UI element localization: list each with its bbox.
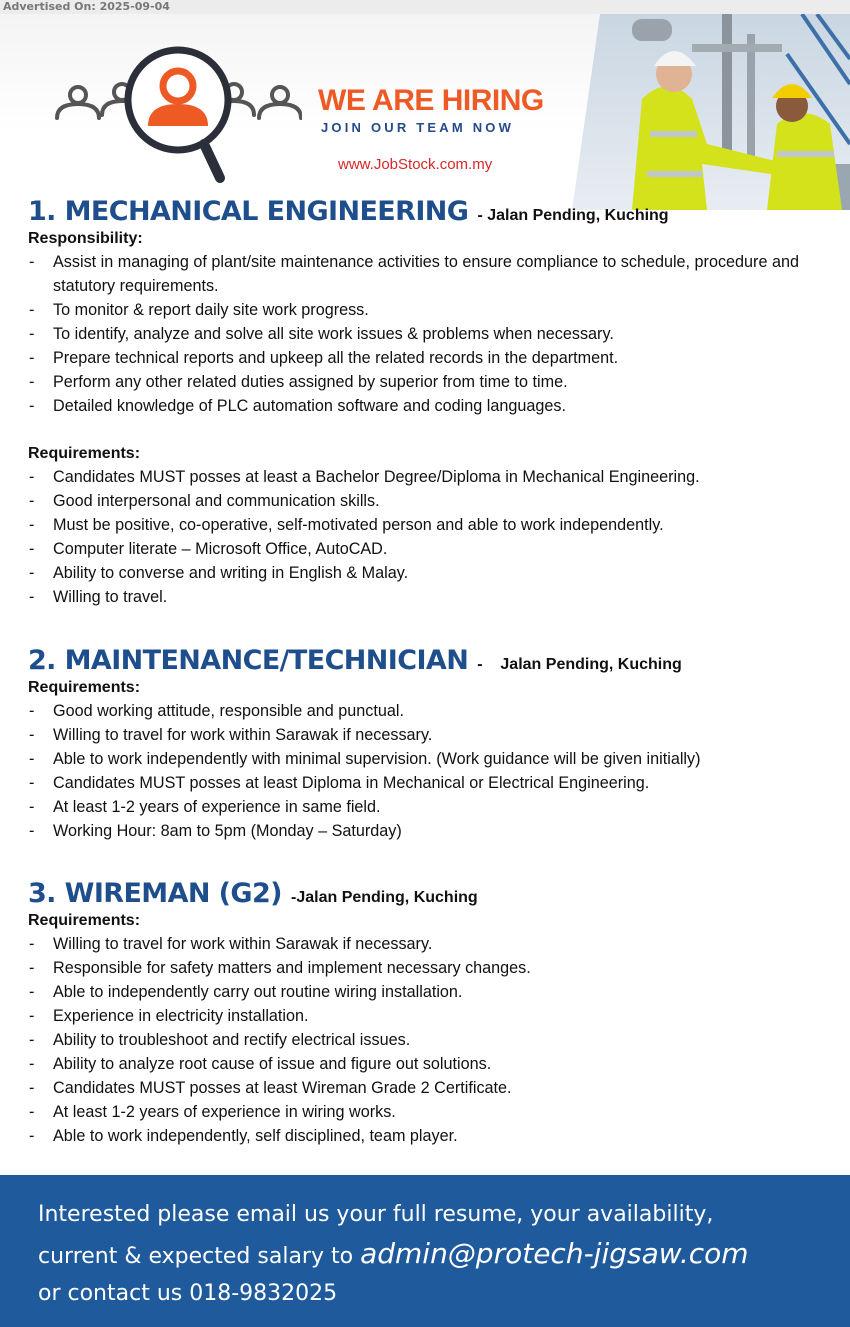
advertised-bar (0, 0, 850, 14)
footer-line-1: Interested please email us your full resume, your availability, (38, 1202, 714, 1227)
job-mechanical-engineering (28, 196, 828, 609)
job-title: 2. MAINTENANCE/TECHNICIAN (28, 645, 469, 676)
job-maintenance-technician (28, 645, 828, 843)
list-item: - Able to independently carry out routine wiring installation. (28, 980, 828, 1004)
requirements-list (28, 932, 828, 1148)
list-item: - Prepare technical reports and upkeep all the related records in the department. (28, 346, 828, 370)
list-item: - Experience in electricity installation. (28, 1004, 828, 1028)
job-location: - Jalan Pending, Kuching (477, 656, 682, 673)
list-item: - Ability to converse and writing in English & Malay. (28, 561, 828, 585)
list-item: - Ability to analyze root cause of issue and figure out solutions. (28, 1052, 828, 1076)
list-item: - To monitor & report daily site work progress. (28, 298, 828, 322)
list-item: - At least 1-2 years of experience in same field. (28, 795, 828, 819)
list-item: - Perform any other related duties assigned by superior from time to time. (28, 370, 828, 394)
footer-salary-text: current & expected salary to (38, 1244, 354, 1269)
list-item: - Able to work independently, self disciplined, team player. (28, 1124, 828, 1148)
job-location: -Jalan Pending, Kuching (291, 889, 478, 906)
contact-email-link[interactable]: admin@protech-jigsaw.com (360, 1237, 749, 1270)
list-item: - Ability to troubleshoot and rectify electrical issues. (28, 1028, 828, 1052)
footer-line-3: or contact us 018-9832025 (38, 1281, 338, 1306)
list-item: - Candidates MUST posses at least Diploma in Mechanical or Electrical Engineering. (28, 771, 828, 795)
list-item: - Working Hour: 8am to 5pm (Monday – Saturday) (28, 819, 828, 843)
footer-line-2 (38, 1237, 749, 1270)
list-item: - At least 1-2 years of experience in wiring works. (28, 1100, 828, 1124)
list-item: - Assist in managing of plant/site maintenance activities to ensure compliance to schedule, procedure and statutory requirements. (28, 250, 828, 298)
section-label: Responsibility: (28, 230, 143, 247)
list-item: - Responsible for safety matters and implement necessary changes. (28, 956, 828, 980)
hero-banner (0, 14, 850, 210)
list-item: - Able to work independently with minimal supervision. (Work guidance will be given initially) (28, 747, 828, 771)
job-title: 3. WIREMAN (G2) (28, 878, 282, 909)
section-label: Requirements: (28, 445, 141, 462)
requirements-list (28, 465, 828, 609)
hiring-title: WE ARE HIRING (318, 84, 544, 117)
list-item: - To identify, analyze and solve all site work issues & problems when necessary. (28, 322, 828, 346)
list-item: - Good working attitude, responsible and punctual. (28, 699, 828, 723)
list-item: - Willing to travel for work within Sarawak if necessary. (28, 932, 828, 956)
contact-footer (0, 1175, 850, 1327)
list-item: - Candidates MUST posses at least a Bachelor Degree/Diploma in Mechanical Engineering. (28, 465, 828, 489)
jobstock-link[interactable]: www.JobStock.com.my (338, 156, 493, 173)
job-title: 1. MECHANICAL ENGINEERING (28, 196, 469, 227)
list-item: - Candidates MUST posses at least Wireman Grade 2 Certificate. (28, 1076, 828, 1100)
list-item: - Computer literate – Microsoft Office, AutoCAD. (28, 537, 828, 561)
hiring-logo-icon (52, 40, 302, 190)
engineers-photo (572, 14, 850, 210)
hiring-subtitle: JOIN OUR TEAM NOW (321, 120, 515, 135)
job-location: - Jalan Pending, Kuching (477, 207, 669, 224)
list-item: - Detailed knowledge of PLC automation software and coding languages. (28, 394, 828, 418)
advertised-date: Advertised On: 2025-09-04 (3, 0, 170, 13)
section-label: Requirements: (28, 912, 141, 929)
job-wireman-g2 (28, 878, 828, 1148)
section-label: Requirements: (28, 679, 141, 696)
list-item: - Willing to travel. (28, 585, 828, 609)
requirements-list (28, 699, 828, 843)
responsibility-list (28, 250, 828, 418)
list-item: - Must be positive, co-operative, self-motivated person and able to work independently. (28, 513, 828, 537)
list-item: - Good interpersonal and communication skills. (28, 489, 828, 513)
list-item: - Willing to travel for work within Sarawak if necessary. (28, 723, 828, 747)
